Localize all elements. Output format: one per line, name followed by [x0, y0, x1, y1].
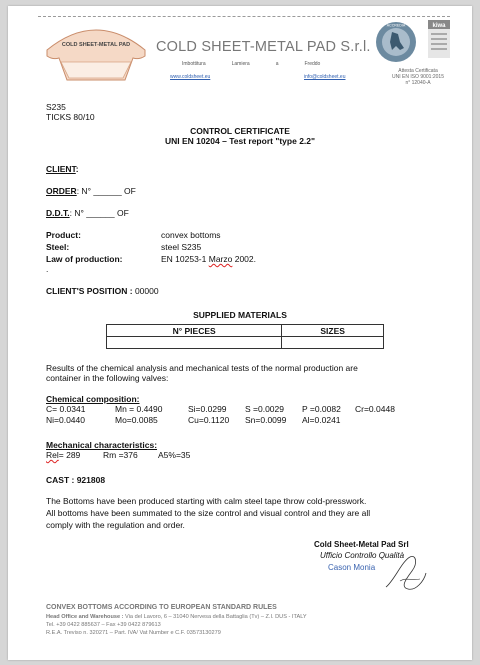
- steel-code: S235: [46, 102, 66, 112]
- signature-office: Ufficio Controllo Qualità: [320, 551, 405, 560]
- chem-ni: Ni=0.0440: [46, 415, 85, 425]
- client-position-value: 00000: [134, 286, 159, 296]
- chem-s: S =0.0029: [245, 404, 284, 414]
- chemical-composition-title: Chemical composition:: [46, 394, 140, 404]
- footer-address-text: Via del Lavoro, 6 – 31040 Nervesa della Battaglia (Tv) – Z.I. DUS - ITALY: [123, 614, 307, 620]
- table-row: [107, 337, 384, 349]
- law-label: Law of production:: [46, 254, 123, 264]
- certificate-title: CONTROL CERTIFICATE: [190, 126, 290, 136]
- slogan-word: Lamiera: [231, 61, 250, 67]
- table-cell: [107, 337, 282, 349]
- chem-c: C= 0.0341: [46, 404, 86, 414]
- slogan-word: Imbottitura: [182, 61, 206, 67]
- law-month: Marzo: [208, 254, 233, 264]
- certificate-subtitle: UNI EN 10204 – Test report "type 2.2": [164, 136, 316, 146]
- column-header-sizes: SIZES: [282, 325, 384, 337]
- results-line: Results of the chemical analysis and mechanical tests of the normal production are: [46, 363, 358, 373]
- mech-rel-label: Rel: [46, 450, 59, 460]
- mech-a5: A5%=35: [158, 450, 191, 460]
- order-label: ORDER: [46, 186, 77, 196]
- cert-line: Attesta Certificata: [398, 68, 438, 74]
- client-position-row: [46, 286, 159, 296]
- law-standard: EN 10253-1: [161, 254, 209, 264]
- kiwa-text: kiwa: [432, 23, 446, 29]
- company-logo: [43, 20, 149, 86]
- company-slogan: [182, 61, 320, 67]
- ticks: TICKS 80/10: [46, 112, 95, 122]
- email-link[interactable]: info@coldsheet.eu: [304, 74, 346, 80]
- chem-al: Al=0.0241: [302, 415, 341, 425]
- ddt-value: : N° ______ OF: [69, 208, 129, 218]
- law-value: [161, 254, 256, 264]
- signature-name: Cason Monia: [328, 563, 376, 572]
- table-cell: [282, 337, 384, 349]
- website-link[interactable]: www.coldsheet.eu: [170, 74, 211, 80]
- chem-mo: Mo=0.0085: [115, 415, 158, 425]
- slogan-word: a: [275, 61, 279, 67]
- company-name: COLD SHEET-METAL PAD S.r.l.: [156, 39, 371, 55]
- ddt-row: [46, 208, 129, 218]
- order-value: : N° ______ OF: [76, 186, 136, 196]
- law-year: 2002.: [232, 254, 256, 264]
- stray-dot: .: [46, 264, 49, 274]
- footer-address: [46, 614, 307, 620]
- chem-cr: Cr=0.0448: [355, 404, 395, 414]
- mech-rel-value: = 289: [58, 450, 81, 460]
- chem-si: Si=0.0299: [188, 404, 227, 414]
- accredia-seal: [374, 20, 418, 64]
- order-row: [46, 186, 136, 196]
- chem-p: P =0.0082: [302, 404, 341, 414]
- body-line: The Bottoms have been produced starting with calm steel tape throw cold-presswork.: [46, 496, 367, 506]
- cert-line: n° 12040-A: [405, 80, 431, 86]
- top-dashed-rule: [38, 16, 450, 17]
- certification-text: [378, 68, 458, 86]
- body-line: All bottoms have been summated to the size control and visual control and they are all: [46, 508, 371, 518]
- mechanical-characteristics-title: Mechanical characteristics:: [46, 440, 158, 450]
- slogan-word: Freddo: [304, 61, 321, 67]
- cert-line: UNI EN ISO 9001:2015: [392, 74, 444, 80]
- mech-rel: [46, 450, 80, 460]
- chem-sn: Sn=0.0099: [245, 415, 287, 425]
- column-header-pieces: N° PIECES: [107, 325, 282, 337]
- steel-value: steel S235: [161, 242, 202, 252]
- mech-rm: Rm =376: [103, 450, 138, 460]
- body-line: comply with the regulation and order.: [46, 520, 185, 530]
- kiwa-logo: [428, 20, 450, 58]
- cast-number: CAST : 921808: [46, 475, 106, 485]
- ddt-label: D.D.T.: [46, 208, 70, 218]
- table-header-row: [107, 325, 384, 337]
- client-position-label: CLIENT'S POSITION :: [46, 286, 133, 296]
- client-colon: :: [75, 164, 79, 174]
- results-line: container in the following valves:: [46, 373, 169, 383]
- accredia-text: ACCREDIA: [386, 23, 406, 28]
- logo-text: COLD SHEET-METAL PAD: [61, 42, 131, 48]
- footer-address-label: Head Office and Warehouse :: [46, 614, 124, 620]
- product-value: convex bottoms: [161, 230, 221, 240]
- footer-title: CONVEX BOTTOMS ACCORDING TO EUROPEAN STANDARD RULES: [46, 604, 277, 611]
- chem-mn: Mn = 0.4490: [115, 404, 163, 414]
- footer-registration: R.E.A. Treviso n. 320271 – Part. IVA/ Vat Number e C.F. 03573130279: [46, 630, 221, 636]
- footer-phone: Tel. +39 0422 885637 – Fax +39 0422 879613: [46, 622, 161, 628]
- supplied-materials-title: SUPPLIED MATERIALS: [193, 310, 287, 320]
- document-page: [8, 6, 472, 660]
- client-label: CLIENT: [46, 164, 76, 174]
- client-row: [46, 164, 79, 174]
- steel-label: Steel:: [46, 242, 70, 252]
- supplied-materials-table: [106, 324, 384, 349]
- chem-cu: Cu=0.1120: [188, 415, 230, 425]
- signature-company: Cold Sheet-Metal Pad Srl: [314, 540, 409, 549]
- product-label: Product:: [46, 230, 81, 240]
